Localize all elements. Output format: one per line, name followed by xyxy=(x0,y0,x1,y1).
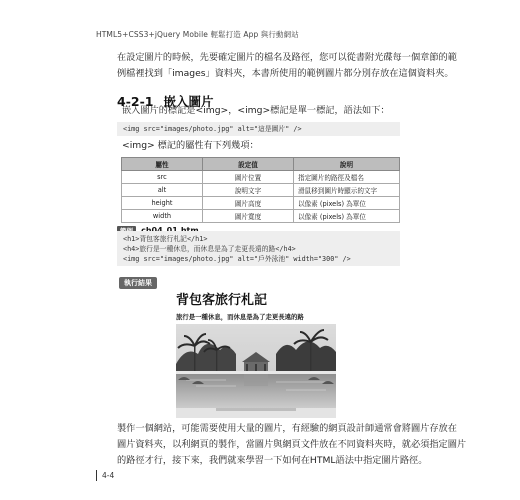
intro-paragraph xyxy=(117,50,457,82)
cell-value: 圖片位置 xyxy=(203,171,294,184)
closing-line-1: 製作一個網站，可能需要使用大量的圖片，有經驗的網頁設計師通常會將圖片存放在 xyxy=(117,423,457,434)
table-row xyxy=(122,171,400,184)
closing-paragraph xyxy=(117,421,467,469)
example-code-line-2: <h4>旅行是一種休息，而休息是為了走更長遠的路</h4> xyxy=(123,245,296,253)
cell-attribute: src xyxy=(122,171,203,184)
cell-description: 以像素 (pixels) 為單位 xyxy=(294,197,400,210)
intro-line-2: 例檔裡找到「images」資料夾，本書所使用的範例圖片都分別存放在這個資料夾。 xyxy=(117,68,454,79)
table-row xyxy=(122,197,400,210)
intro-line-1: 在設定圖片的時候，先要確定圖片的檔名及路徑，您可以從書附光碟每一個章節的範 xyxy=(117,52,457,63)
header-attribute: 屬性 xyxy=(122,158,203,171)
closing-line-3: 的路徑才行，接下來，我們就來學習一下如何在HTML語法中指定圖片路徑。 xyxy=(117,455,428,466)
section-number: 4-2-1 xyxy=(117,94,154,109)
header-description: 說明 xyxy=(294,158,400,171)
attr-intro-text: <img> 標記的屬性有下列幾項： xyxy=(122,140,259,151)
cell-attribute: alt xyxy=(122,184,203,197)
example-code-line-3: <img src="images/photo.jpg" alt="戶外泳池" width="300" /> xyxy=(123,255,351,263)
footer-divider xyxy=(96,470,97,481)
section-title: 嵌入圖片 xyxy=(163,94,214,109)
example-code-block xyxy=(117,231,400,266)
demo-page-subtitle: 旅行是一種休息，而休息是為了走更長遠的路 xyxy=(176,313,304,321)
page-number: 4-4 xyxy=(102,471,115,480)
closing-line-2: 圖片資料夾，以利網頁的製作，當圖片與網頁文件放在不同資料夾時，就必須指定圖片 xyxy=(117,439,467,450)
syntax-code: <img src="images/photo.jpg" alt="這是圖片" /> xyxy=(123,125,302,133)
syntax-code-block xyxy=(117,122,400,136)
pool-photo xyxy=(176,324,336,418)
example-code-line-1: <h1>背包客旅行札記</h1> xyxy=(123,235,208,243)
header-value: 設定值 xyxy=(203,158,294,171)
cell-description: 滑鼠移到圖片時顯示的文字 xyxy=(294,184,400,197)
cell-attribute: width xyxy=(122,210,203,223)
img-intro-text: 嵌入圖片的標記是<img>，<img>標記是單一標記，語法如下： xyxy=(122,105,390,116)
cell-value: 說明文字 xyxy=(203,184,294,197)
cell-description: 以像素 (pixels) 為單位 xyxy=(294,210,400,223)
demo-page-title: 背包客旅行札記 xyxy=(176,293,268,308)
cell-description: 指定圖片的路徑及檔名 xyxy=(294,171,400,184)
attribute-table xyxy=(121,157,400,223)
table-row xyxy=(122,184,400,197)
running-header: HTML5+CSS3+jQuery Mobile 輕鬆打造 App 與行動網站 xyxy=(96,30,299,39)
cell-attribute: height xyxy=(122,197,203,210)
result-badge: 執行結果 xyxy=(119,277,157,289)
cell-value: 圖片高度 xyxy=(203,197,294,210)
table-header-row xyxy=(122,158,400,171)
cell-value: 圖片寬度 xyxy=(203,210,294,223)
